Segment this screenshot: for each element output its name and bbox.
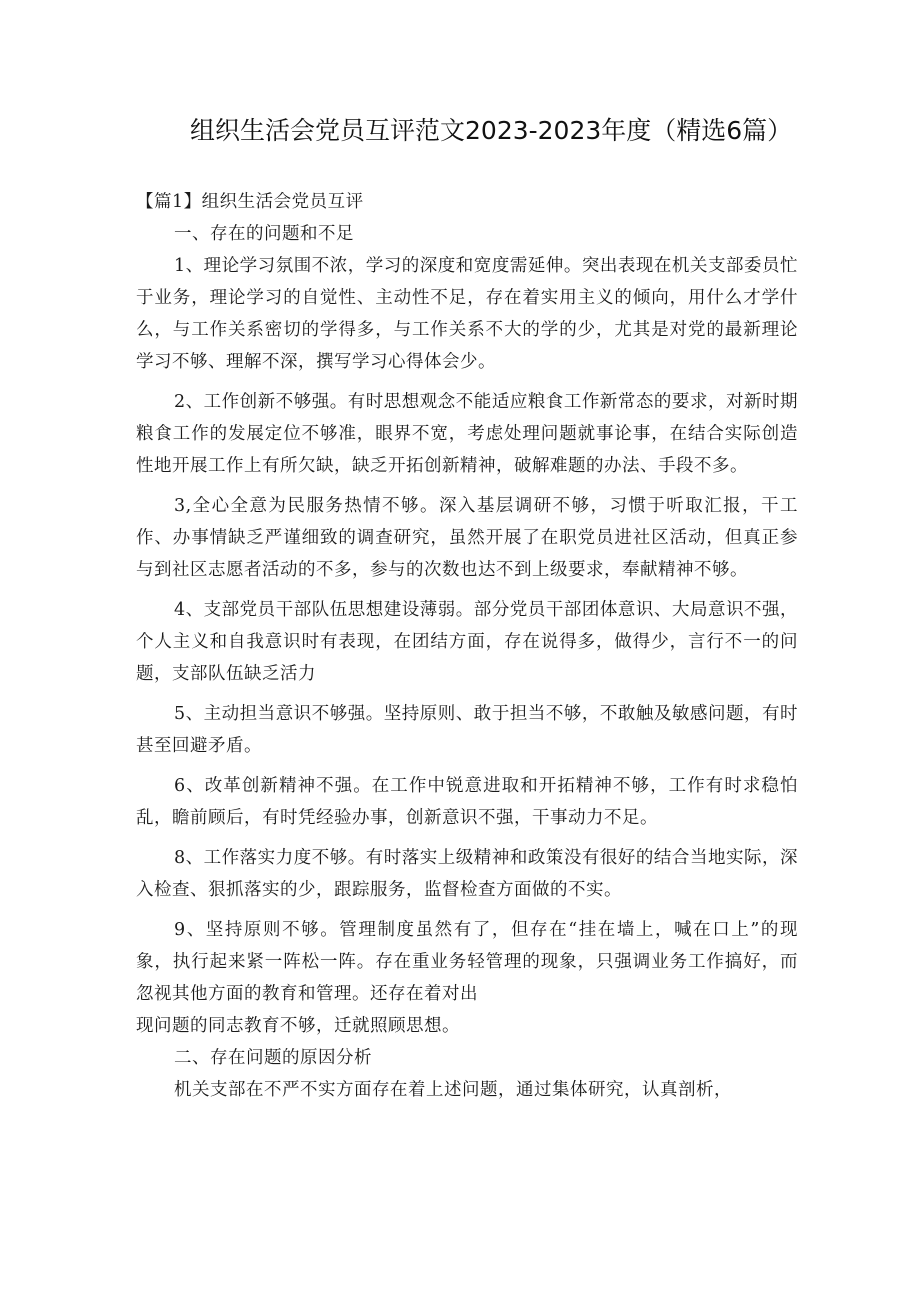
subheading-problems: 一、存在的问题和不足: [174, 224, 354, 244]
paragraph-item-3: 3,全心全意为民服务热情不够。深入基层调研不够，习惯于听取汇报，干工作、办事情缺乏严谨细致的调查研究，虽然开展了在职党员进社区活动，但真正参与到社区志愿者活动的不多，参与的次数也达不到上级要求，奉献精神不够。: [136, 496, 798, 580]
subheading-cause-analysis: 二、存在问题的原因分析: [174, 1048, 372, 1068]
paragraph-analysis: 机关支部在不严不实方面存在着上述问题，通过集体研究，认真剖析，: [174, 1080, 732, 1100]
paragraph-item-8: 8、工作落实力度不够。有时落实上级精神和政策没有很好的结合当地实际，深入检查、狠抓落实的少，跟踪服务，监督检查方面做的不实。: [136, 848, 798, 900]
document-body: [136, 186, 798, 1106]
paragraph-item-6: 6、改革创新精神不强。在工作中锐意进取和开拓精神不够，工作有时求稳怕乱，瞻前顾后，有时凭经验办事，创新意识不强，干事动力不足。: [136, 776, 798, 828]
paragraph-item-9: 9、坚持原则不够。管理制度虽然有了，但存在“挂在墙上，喊在口上”的现象，执行起来紧一阵松一阵。存在重业务轻管理的现象，只强调业务工作搞好，而忽视其他方面的教育和管理。还存在着对出: [136, 920, 798, 1004]
section-heading: 【篇1】组织生活会党员互评: [136, 192, 364, 212]
paragraph-item-2: 2、工作创新不够强。有时思想观念不能适应粮食工作新常态的要求，对新时期粮食工作的发展定位不够准，眼界不宽，考虑处理问题就事论事，在结合实际创造性地开展工作上有所欠缺，缺乏开拓创新精神，破解难题的办法、手段不多。: [136, 392, 798, 476]
paragraph-item-9-continuation: 现问题的同志教育不够，迁就照顾思想。: [136, 1016, 460, 1036]
paragraph-item-5: 5、主动担当意识不够强。坚持原则、敢于担当不够，不敢触及敏感问题，有时甚至回避矛盾。: [136, 704, 798, 756]
paragraph-item-1: 1、理论学习氛围不浓，学习的深度和宽度需延伸。突出表现在机关支部委员忙于业务，理论学习的自觉性、主动性不足，存在着实用主义的倾向，用什么才学什么，与工作关系密切的学得多，与工作关系不大的学的少，尤其是对党的最新理论学习不够、理解不深，撰写学习心得体会少。: [136, 256, 798, 372]
paragraph-item-4: 4、支部党员干部队伍思想建设薄弱。部分党员干部团体意识、大局意识不强，个人主义和自我意识时有表现，在团结方面，存在说得多，做得少，言行不一的问题，支部队伍缺乏活力: [136, 600, 798, 684]
document-title: 组织生活会党员互评范文2023-2023年度（精选6篇）: [190, 116, 793, 145]
